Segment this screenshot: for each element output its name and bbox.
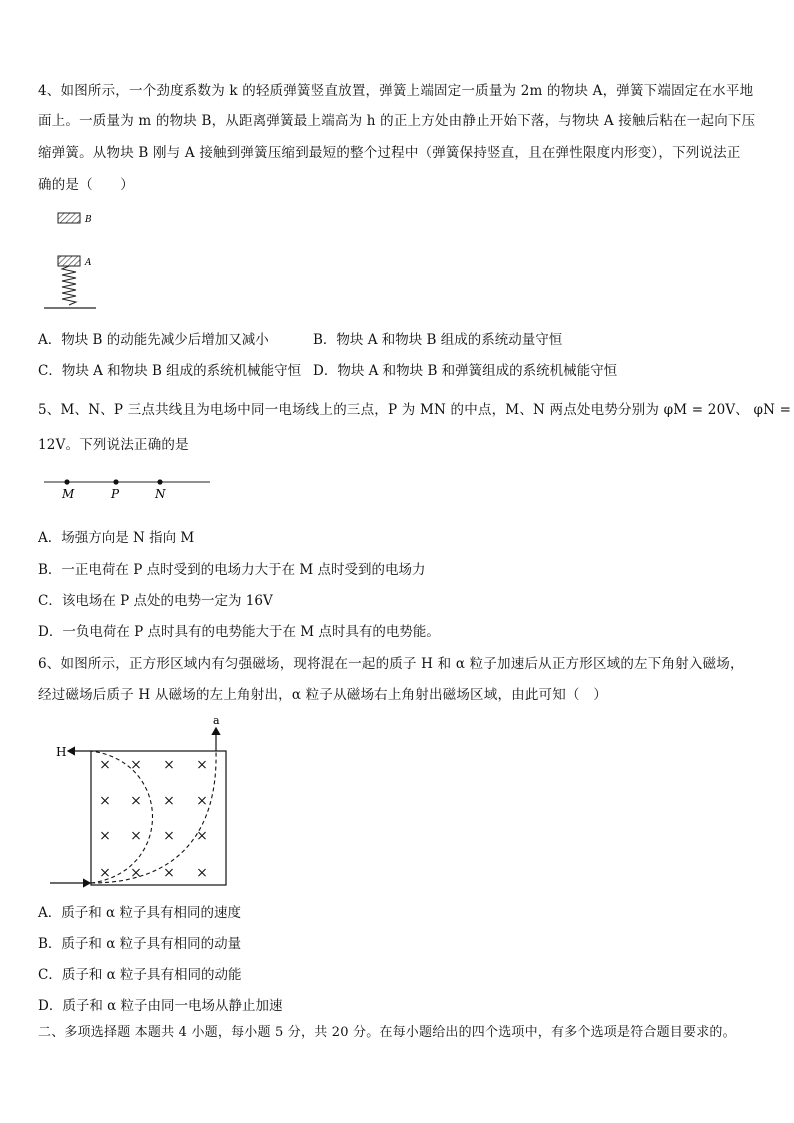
svg-text:×: × [130, 865, 142, 881]
point-p [113, 479, 118, 484]
svg-text:×: × [130, 828, 142, 844]
svg-text:×: × [163, 828, 175, 844]
q6-magnetic-field-figure [48, 712, 238, 894]
field-cross-marks [99, 757, 208, 881]
block-b [58, 213, 80, 223]
point-m [64, 479, 69, 484]
svg-text:×: × [196, 757, 208, 773]
q4-spring-figure [38, 205, 118, 315]
spring [62, 266, 76, 305]
svg-text:×: × [99, 865, 111, 881]
svg-text:×: × [196, 865, 208, 881]
point-n [157, 479, 162, 484]
q6-stem-line-2: 经过磁场后质子 H 从磁场的左上角射出，α 粒子从磁场右上角射出磁场区域，由此可知（ ） [38, 687, 608, 703]
svg-text:×: × [99, 757, 111, 773]
q4-stem-line-1: 4、如图所示，一个劲度系数为 k 的轻质弹簧竖直放置，弹簧上端固定一质量为 2m 的物块 A，弹簧下端固定在水平地 [38, 83, 754, 99]
q6-option-c: C．质子和 α 粒子具有相同的动能 [38, 967, 242, 983]
q5-option-a: A．场强方向是 N 指向 M [38, 530, 195, 546]
proton-label: H [56, 745, 67, 759]
label-n: N [155, 487, 166, 501]
alpha-label: a [213, 714, 220, 727]
q4-stem-line-2: 面上。一质量为 m 的物块 B，从距离弹簧最上端高为 h 的正上方处由静止开始下落，与物块 A 接触后粘在一起向下压 [38, 113, 756, 129]
svg-text:×: × [130, 793, 142, 809]
q6-option-a: A．质子和 α 粒子具有相同的速度 [38, 905, 241, 921]
q4-option-d: D．物块 A 和物块 B 和弹簧组成的系统机械能守恒 [313, 363, 618, 379]
svg-text:×: × [163, 757, 175, 773]
q6-stem-line-1: 6、如图所示，正方形区域内有匀强磁场，现将混在一起的质子 H 和 α 粒子加速后从正方形区域的左下角射入磁场， [38, 656, 744, 672]
q4-option-a: A．物块 B 的动能先减少后增加又减小 [38, 332, 269, 348]
q5-stem-line-1: 5、M、N、P 三点共线且为电场中同一电场线上的三点，P 为 MN 的中点，M、N 两点处电势分别为 φM = 20V、 φN = [38, 402, 792, 418]
q5-field-line-figure [38, 470, 218, 504]
svg-text:×: × [196, 828, 208, 844]
svg-text:×: × [196, 793, 208, 809]
q6-option-d: D．质子和 α 粒子由同一电场从静止加速 [38, 998, 283, 1014]
svg-text:×: × [130, 757, 142, 773]
block-b-label: B [85, 215, 92, 225]
section-2-heading: 二、多项选择题 本题共 4 小题，每小题 5 分，共 20 分。在每小题给出的四个选项中，有多个选项是符合题目要求的。 [38, 1025, 736, 1040]
label-p: P [111, 487, 120, 501]
block-a-label: A [85, 258, 92, 268]
block-a [58, 256, 80, 266]
svg-text:×: × [99, 793, 111, 809]
q5-option-b: B．一正电荷在 P 点时受到的电场力大于在 M 点时受到的电场力 [38, 562, 426, 578]
q6-option-b: B．质子和 α 粒子具有相同的动量 [38, 936, 242, 952]
q4-option-b: B．物块 A 和物块 B 组成的系统动量守恒 [313, 332, 563, 348]
q4-stem-line-3: 缩弹簧。从物块 B 刚与 A 接触到弹簧压缩到最短的整个过程中（弹簧保持竖直，且在弹性限度内形变），下列说法正 [38, 145, 741, 161]
q5-option-d: D．一负电荷在 P 点时具有的电势能大于在 M 点时具有的电势能。 [38, 624, 440, 640]
svg-text:×: × [163, 793, 175, 809]
svg-text:×: × [163, 865, 175, 881]
label-m: M [62, 487, 75, 501]
svg-text:×: × [99, 828, 111, 844]
q5-option-c: C．该电场在 P 点处的电势一定为 16V [38, 593, 273, 609]
q4-stem-line-4: 确的是（ ） [38, 177, 134, 193]
q4-option-c: C．物块 A 和物块 B 组成的系统机械能守恒 [38, 363, 302, 379]
q5-stem-line-2: 12V。下列说法正确的是 [38, 437, 189, 453]
